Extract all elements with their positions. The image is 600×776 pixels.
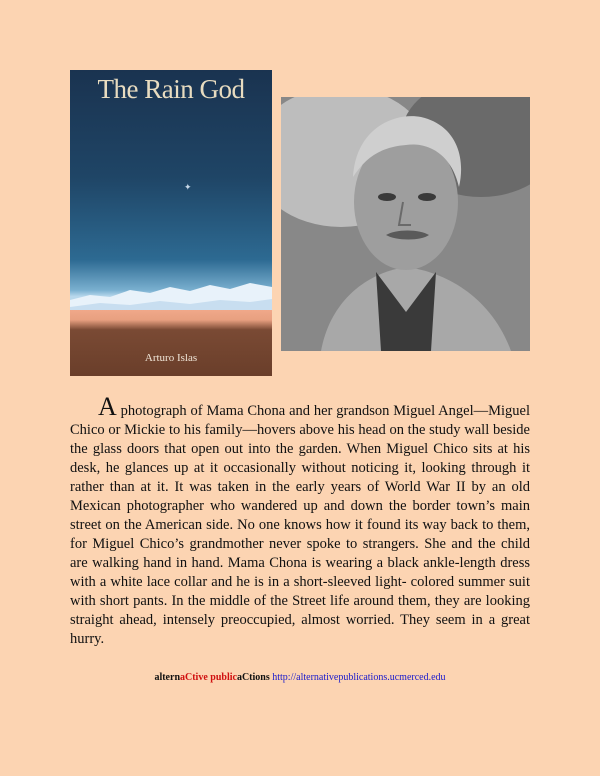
mountain-illustration bbox=[70, 275, 272, 315]
author-portrait-photo bbox=[281, 97, 530, 351]
publisher-url-link[interactable]: http://alternativepublications.ucmerced.edu bbox=[272, 672, 446, 683]
desert-illustration bbox=[70, 310, 272, 376]
narrative-passage bbox=[70, 392, 530, 649]
footer-brand-part-1: altern bbox=[154, 672, 180, 683]
book-cover-image bbox=[70, 70, 272, 376]
footer-brand-part-2: aCtive public bbox=[180, 672, 237, 683]
passage-text: photograph of Mama Chona and her grandson Miguel Angel—Miguel Chico or Mickie to his family—hovers above his head on the study wall beside the glass doors that open out into the garden. When Miguel Chico sits at his desk, he glances up at it occasionally without noticing it, looking through it rather than at it. It was taken in the early years of World War II by an old Mexican photographer who wandered up and down the border town’s main street on the American side. No one knows how it found its way back to them, for Miguel Chico’s grandmother never spoke to strangers. She and the child are walking hand in hand. Mama Chona is wearing a black ankle-length dress with a white lace collar and he is in a short-sleeved light- colored summer suit with short pants. In the middle of the Street life around them, they are looking straight ahead, intensely preoccupied, almost worried. They seem in a great hurry. bbox=[70, 403, 530, 647]
drop-initial: A bbox=[98, 392, 117, 421]
book-cover-title: The Rain God bbox=[97, 74, 245, 104]
book-cover-author: Arturo Islas bbox=[144, 352, 198, 364]
sparkle-icon: ✦ bbox=[184, 182, 192, 192]
publisher-footer bbox=[0, 672, 600, 683]
footer-brand-part-3: aCtions bbox=[236, 672, 270, 683]
